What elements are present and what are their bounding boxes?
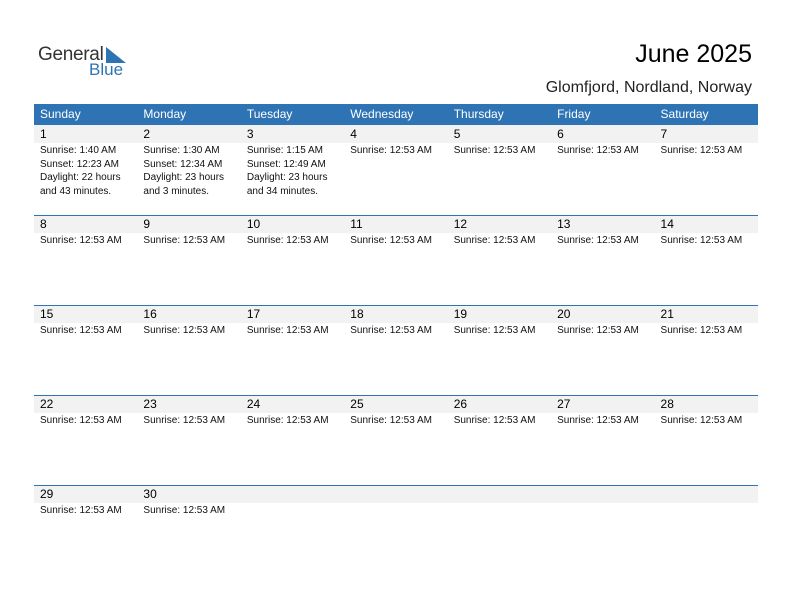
day-number: 11 xyxy=(350,217,363,231)
day-sun-info xyxy=(350,144,447,158)
weekday-friday: Friday xyxy=(557,107,591,121)
day-sun-info xyxy=(454,414,551,428)
day-sun-info xyxy=(247,414,344,428)
calendar-grid xyxy=(34,104,758,575)
day-sun-info xyxy=(557,414,654,428)
day-number: 1 xyxy=(40,127,47,141)
day-cell xyxy=(551,305,654,338)
day-number: 4 xyxy=(350,127,357,141)
day-cell xyxy=(34,215,137,248)
day-sun-info xyxy=(247,234,344,248)
day-number xyxy=(557,485,654,503)
day-number: 25 xyxy=(350,397,364,411)
day-cell xyxy=(551,215,654,248)
sun-info-line: Sunset: 12:23 AM xyxy=(40,158,119,170)
day-cell xyxy=(34,125,137,198)
day-number: 16 xyxy=(143,307,157,321)
day-cell xyxy=(448,305,551,338)
sun-info-line: Sunset: 12:49 AM xyxy=(246,158,326,170)
sun-info-line: Sunrise: 1:15 AM xyxy=(246,145,323,156)
day-number: 12 xyxy=(453,217,468,231)
day-sun-info xyxy=(557,324,654,338)
day-number: 26 xyxy=(453,397,468,411)
logo xyxy=(38,44,138,80)
day-number: 21 xyxy=(660,307,674,321)
week-cells xyxy=(34,395,758,428)
sun-info-line: Sunrise: 12:53 AM xyxy=(350,235,432,246)
sun-info-line: Sunrise: 12:53 AM xyxy=(40,505,122,516)
day-sun-info xyxy=(143,504,240,518)
sun-info-line: Sunrise: 12:53 AM xyxy=(143,505,226,516)
sun-info-line: Daylight: 23 hours xyxy=(246,172,328,183)
day-number: 19 xyxy=(453,307,468,321)
day-cell xyxy=(448,395,551,428)
sun-info-line: Sunrise: 12:53 AM xyxy=(40,415,122,426)
day-sun-info xyxy=(40,144,137,198)
day-cell xyxy=(241,215,344,248)
day-sun-info xyxy=(661,234,758,248)
week-row xyxy=(34,395,758,485)
day-number: 9 xyxy=(143,217,151,231)
weekday-monday: Monday xyxy=(143,107,187,121)
day-number: 29 xyxy=(40,487,54,501)
day-sun-info xyxy=(143,144,240,198)
day-sun-info xyxy=(143,414,240,428)
weekday-thursday: Thursday xyxy=(453,107,504,121)
day-cell xyxy=(655,395,758,428)
day-number: 28 xyxy=(660,397,674,411)
day-cell xyxy=(655,125,758,198)
sun-info-line: Sunrise: 12:53 AM xyxy=(557,415,639,426)
day-sun-info xyxy=(143,234,240,248)
day-cell xyxy=(655,485,758,518)
day-sun-info xyxy=(454,144,551,158)
day-cell xyxy=(241,125,344,198)
sun-info-line: Sunrise: 12:53 AM xyxy=(453,415,536,426)
day-number xyxy=(247,485,344,503)
day-cell xyxy=(137,395,240,428)
day-number: 8 xyxy=(40,217,47,231)
weekday-sunday: Sunday xyxy=(40,107,81,121)
week-row xyxy=(34,215,758,305)
week-cells xyxy=(34,215,758,248)
day-cell xyxy=(241,305,344,338)
logo-word-blue: Blue xyxy=(89,60,124,79)
day-cell xyxy=(344,215,447,248)
day-cell xyxy=(344,395,447,428)
day-number: 23 xyxy=(143,397,157,411)
day-sun-info xyxy=(247,324,344,338)
day-cell xyxy=(655,215,758,248)
day-cell xyxy=(551,125,654,198)
day-number: 14 xyxy=(660,217,674,231)
sun-info-line: Sunrise: 12:53 AM xyxy=(557,235,639,246)
sun-info-line: Sunrise: 12:53 AM xyxy=(557,145,639,156)
week-row xyxy=(34,125,758,215)
day-cell xyxy=(551,395,654,428)
day-cell xyxy=(551,485,654,518)
week-row xyxy=(34,485,758,575)
weekday-saturday: Saturday xyxy=(660,107,709,121)
day-number: 13 xyxy=(557,217,571,231)
day-number: 20 xyxy=(557,307,571,321)
day-cell xyxy=(655,305,758,338)
day-number: 24 xyxy=(246,397,261,411)
sun-info-line: Sunrise: 12:53 AM xyxy=(660,145,743,156)
location-subtitle: Glomfjord, Nordland, Norway xyxy=(545,79,752,96)
week-cells xyxy=(34,305,758,338)
weeks-container xyxy=(34,125,758,575)
day-sun-info xyxy=(350,414,447,428)
day-cell xyxy=(344,485,447,518)
day-number: 27 xyxy=(557,397,571,411)
day-cell xyxy=(34,395,137,428)
weekday-wednesday: Wednesday xyxy=(350,107,414,121)
day-cell xyxy=(241,485,344,518)
day-number xyxy=(350,485,447,503)
sun-info-line: Sunrise: 12:53 AM xyxy=(350,145,432,156)
day-cell xyxy=(344,305,447,338)
sun-info-line: Sunrise: 12:53 AM xyxy=(453,235,536,246)
day-number xyxy=(454,485,551,503)
day-sun-info xyxy=(350,234,447,248)
sun-info-line: Sunrise: 12:53 AM xyxy=(350,325,432,336)
day-cell xyxy=(241,395,344,428)
day-number: 5 xyxy=(453,127,461,141)
sun-info-line: Sunrise: 12:53 AM xyxy=(557,325,639,336)
sun-info-line: Sunrise: 12:53 AM xyxy=(660,235,743,246)
day-sun-info xyxy=(40,324,137,338)
sun-info-line: Sunrise: 12:53 AM xyxy=(246,235,329,246)
sun-info-line: Sunrise: 1:40 AM xyxy=(40,145,117,156)
sun-info-line: Sunrise: 12:53 AM xyxy=(40,325,122,336)
day-number: 15 xyxy=(40,307,54,321)
day-number: 2 xyxy=(143,127,151,141)
day-cell xyxy=(137,485,240,518)
day-sun-info xyxy=(661,144,758,158)
sun-info-line: Sunset: 12:34 AM xyxy=(143,158,223,170)
day-cell xyxy=(34,305,137,338)
week-cells xyxy=(34,485,758,518)
sun-info-line: Sunrise: 12:53 AM xyxy=(660,325,743,336)
sun-info-line: Daylight: 23 hours xyxy=(143,172,225,183)
day-sun-info xyxy=(40,504,137,518)
sun-info-line: Sunrise: 12:53 AM xyxy=(453,145,536,156)
day-cell xyxy=(137,125,240,198)
day-cell xyxy=(448,215,551,248)
sun-info-line: Sunrise: 12:53 AM xyxy=(143,325,226,336)
day-sun-info xyxy=(661,324,758,338)
day-number: 6 xyxy=(557,127,564,141)
weekday-tuesday: Tuesday xyxy=(246,107,293,121)
day-sun-info xyxy=(661,414,758,428)
day-sun-info xyxy=(40,414,137,428)
day-number: 10 xyxy=(246,217,261,231)
week-cells xyxy=(34,125,758,198)
day-sun-info xyxy=(143,324,240,338)
sun-info-line: Sunrise: 12:53 AM xyxy=(453,325,536,336)
day-sun-info xyxy=(557,234,654,248)
day-sun-info xyxy=(557,144,654,158)
day-cell xyxy=(344,125,447,198)
day-cell xyxy=(448,485,551,518)
day-number: 22 xyxy=(40,397,54,411)
day-cell xyxy=(34,485,137,518)
sun-info-line: Sunrise: 12:53 AM xyxy=(246,325,329,336)
sun-info-line: and 43 minutes. xyxy=(40,185,112,197)
logo-word-general: General xyxy=(38,44,104,65)
day-number: 30 xyxy=(143,487,157,501)
sun-info-line: Sunrise: 12:53 AM xyxy=(350,415,432,426)
sun-info-line: Sunrise: 12:53 AM xyxy=(246,415,329,426)
day-sun-info xyxy=(40,234,137,248)
sun-info-line: Sunrise: 12:53 AM xyxy=(143,235,226,246)
day-sun-info xyxy=(454,234,551,248)
sun-info-line: Daylight: 22 hours xyxy=(40,172,121,183)
day-number: 3 xyxy=(246,127,254,141)
day-sun-info xyxy=(350,324,447,338)
sun-info-line: Sunrise: 12:53 AM xyxy=(143,415,226,426)
sun-info-line: and 34 minutes. xyxy=(246,185,319,197)
day-cell xyxy=(137,215,240,248)
day-sun-info xyxy=(247,144,344,198)
day-number: 18 xyxy=(350,307,364,321)
sun-info-line: and 3 minutes. xyxy=(143,185,210,197)
sun-info-line: Sunrise: 1:30 AM xyxy=(143,145,220,156)
day-number xyxy=(661,485,758,503)
day-number: 17 xyxy=(246,307,261,321)
week-row xyxy=(34,305,758,395)
day-sun-info xyxy=(454,324,551,338)
day-cell xyxy=(137,305,240,338)
sun-info-line: Sunrise: 12:53 AM xyxy=(660,415,743,426)
day-cell xyxy=(448,125,551,198)
weekday-header xyxy=(34,104,758,125)
day-number: 7 xyxy=(660,127,668,141)
sun-info-line: Sunrise: 12:53 AM xyxy=(40,235,122,246)
page-title: June 2025 xyxy=(635,40,752,68)
